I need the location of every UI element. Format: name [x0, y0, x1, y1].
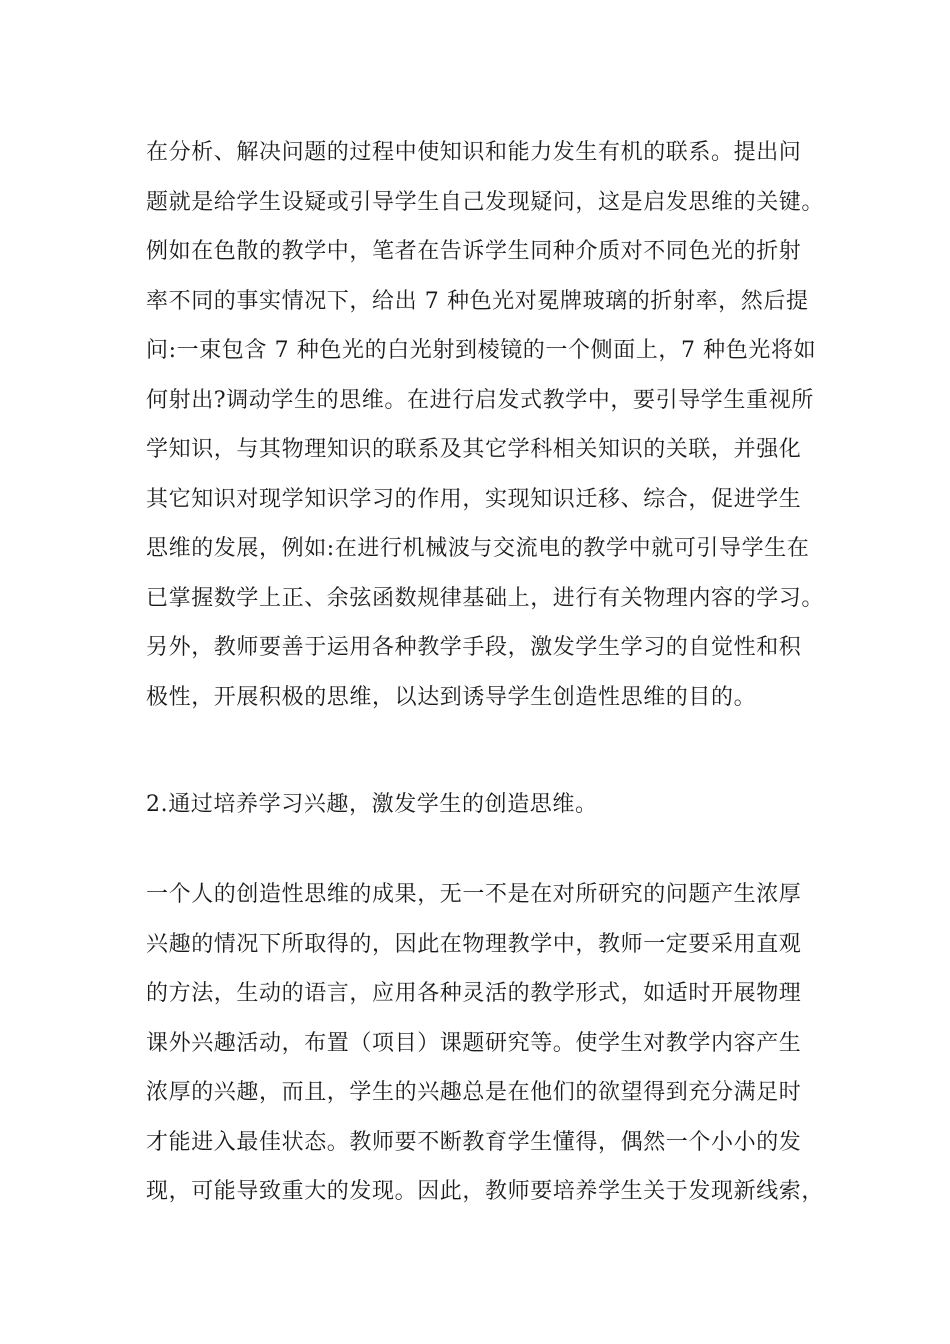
paragraph-line: 课外兴趣活动，布置（项目）课题研究等。使学生对教学内容产生 [146, 1030, 802, 1056]
paragraph-line: 学知识，与其物理知识的联系及其它学科相关知识的关联，并强化 [146, 437, 802, 462]
paragraph-line: 已掌握数学上正、余弦函数规律基础上，进行有关物理内容的学习。 [146, 585, 825, 611]
paragraph-line: 何射出?调动学生的思维。在进行启发式教学中，要引导学生重视所 [146, 387, 814, 413]
paragraph-line: 兴趣的情况下所取得的，因此在物理教学中，教师一定要采用直观 [146, 931, 802, 957]
paragraph-2 [146, 870, 826, 1217]
paragraph-line: 其它知识对现学知识学习的作用，实现知识迁移、综合，促进学生 [146, 486, 802, 512]
paragraph-line: 在分析、解决问题的过程中使知识和能力发生有机的联系。提出问 [146, 140, 802, 165]
paragraph-line: 率不同的事实情况下，给出 7 种色光对冕牌玻璃的折射率，然后提 [146, 288, 809, 314]
paragraph-line: 例如在色散的教学中，笔者在告诉学生同种介质对不同色光的折射 [146, 239, 802, 264]
paragraph-line: 思维的发展，例如:在进行机械波与交流电的教学中就可引导学生在 [146, 536, 810, 561]
paragraph-line: 极性，开展积极的思维，以达到诱导学生创造性思维的目的。 [146, 684, 757, 710]
paragraph-line: 的方法，生动的语言，应用各种灵活的教学形式，如适时开展物理 [146, 981, 802, 1006]
paragraph-line: 另外，教师要善于运用各种教学手段，激发学生学习的自觉性和积 [146, 635, 802, 660]
paragraph-1 [146, 128, 826, 722]
paragraph-line: 题就是给学生设疑或引导学生自己发现疑问，这是启发思维的关键。 [146, 189, 825, 215]
paragraph-line: 才能进入最佳状态。教师要不断教育学生懂得，偶然一个小小的发 [146, 1129, 802, 1155]
paragraph-line: 问:一束包含 7 种色光的白光射到棱镜的一个侧面上，7 种色光将如 [146, 338, 817, 363]
paragraph-line: 浓厚的兴趣，而且，学生的兴趣总是在他们的欲望得到充分满足时 [146, 1080, 802, 1105]
section-heading [146, 780, 826, 830]
paragraph-line: 现，可能导致重大的发现。因此，教师要培养学生关于发现新线索， [146, 1179, 825, 1204]
section-heading-text: 2.通过培养学习兴趣，激发学生的创造思维。 [146, 792, 598, 817]
paragraph-line: 一个人的创造性思维的成果，无一不是在对所研究的问题产生浓厚 [146, 882, 802, 907]
